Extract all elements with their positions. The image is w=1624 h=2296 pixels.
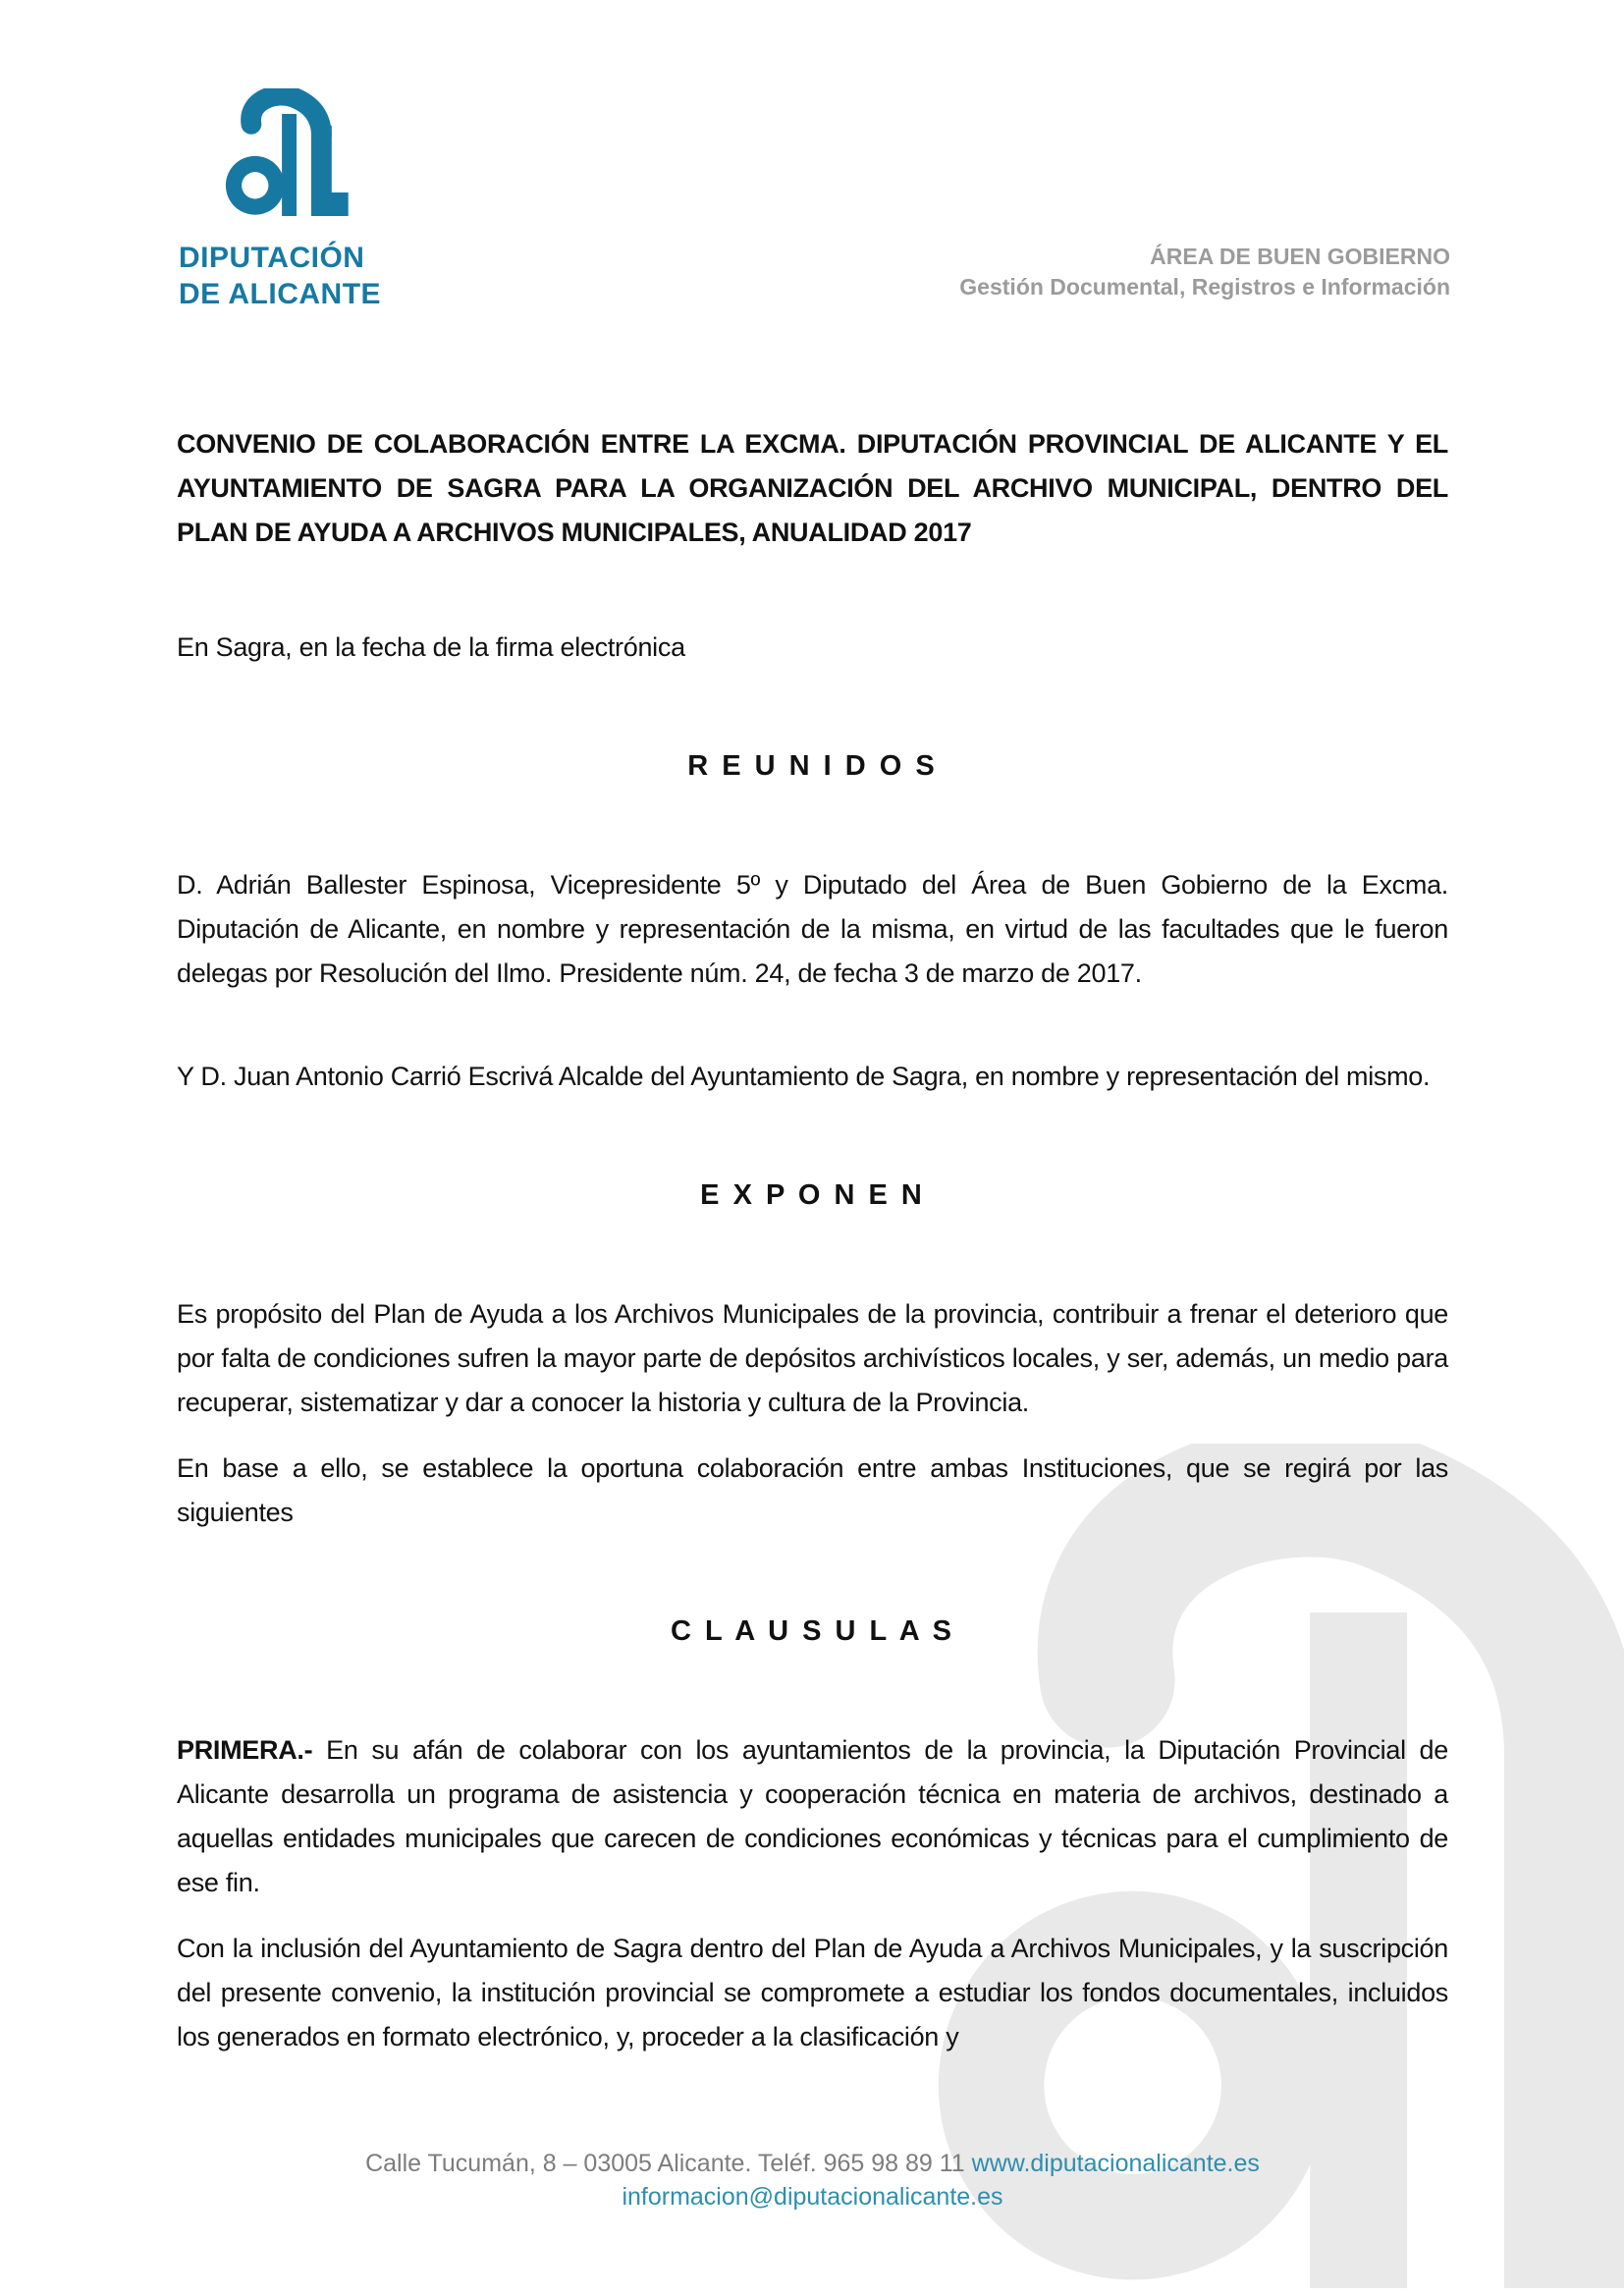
department-title: ÁREA DE BUEN GOBIERNO: [1150, 244, 1450, 269]
clause-primera-text: En su afán de colaborar con los ayuntamientos de la provincia, la Diputación Provincial de Alicante desarrolla un programa de asistencia y cooperación técnica en materia de archivos, destinado a aquellas entidades municipales que carecen de condiciones económicas y técnicas para el cumplimiento de ese fin.: [177, 1735, 1448, 1897]
paragraph-clause-primera-2: Con la inclusión del Ayuntamiento de Sagra dentro del Plan de Ayuda a Archivos Municipales, y la suscripción del presente convenio, la institución provincial se compromete a estudiar los fondos documentales, incluidos los generados en formato electrónico, y, proceder a la clasificación y: [177, 1934, 1448, 2051]
section-heading-clausulas: C L A U S U L A S: [671, 1615, 954, 1647]
brand-wordmark: [179, 240, 381, 312]
footer-website-link[interactable]: www.diputacionalicante.es: [971, 2150, 1260, 2177]
paragraph-clause-primera: [177, 1728, 1448, 1905]
section-heading-exponen: E X P O N E N: [700, 1179, 925, 1211]
paragraph-reunidos-1: D. Adrián Ballester Espinosa, Vicepresidente 5º y Diputado del Área de Buen Gobierno de la Excma. Diputación de Alicante, en nombre y representación de la misma, en virtud de las facultades que le fueron delegas por Resolución del Ilmo. Presidente núm. 24, de fecha 3 de marzo de 2017.: [177, 870, 1448, 988]
diputacion-logo-icon: [222, 88, 350, 216]
brand-name-line2: DE ALICANTE: [179, 278, 382, 310]
section-heading-reunidos: R E U N I D O S: [687, 750, 938, 782]
clause-primera-label: PRIMERA.-: [177, 1735, 313, 1765]
footer-address: Calle Tucumán, 8 – 03005 Alicante. Teléf. 965 98 89 11: [365, 2150, 965, 2177]
document-body: [177, 422, 1448, 2059]
department-subtitle: Gestión Documental, Registros e Información: [959, 274, 1450, 300]
paragraph-exponen-2: En base a ello, se establece la oportuna colaboración entre ambas Instituciones, que se regirá por las siguientes: [177, 1453, 1448, 1527]
footer-email-link[interactable]: informacion@diputacionalicante.es: [622, 2183, 1003, 2211]
page-footer: [177, 2147, 1448, 2214]
footer-line1: [177, 2147, 1448, 2180]
document-title: CONVENIO DE COLABORACIÓN ENTRE LA EXCMA. DIPUTACIÓN PROVINCIAL DE ALICANTE Y EL AYUNTAMIENTO DE SAGRA PARA LA ORGANIZACIÓN DEL ARCHIVO MUNICIPAL, DENTRO DEL PLAN DE AYUDA A ARCHIVOS MUNICIPALES, ANUALIDAD 2017: [177, 429, 1448, 547]
dateline: En Sagra, en la fecha de la firma electrónica: [177, 632, 685, 662]
department-header: [959, 242, 1450, 302]
footer-line2: [177, 2180, 1448, 2214]
brand-name-line1: DIPUTACIÓN: [179, 242, 365, 274]
paragraph-exponen-1: Es propósito del Plan de Ayuda a los Archivos Municipales de la provincia, contribuir a frenar el deterioro que por falta de condiciones sufren la mayor parte de depósitos archivísticos locales, y ser, además, un medio para recuperar, sistematizar y dar a conocer la historia y cultura de la Provincia.: [177, 1299, 1448, 1417]
paragraph-reunidos-2: Y D. Juan Antonio Carrió Escrivá Alcalde del Ayuntamiento de Sagra, en nombre y representación del mismo.: [177, 1062, 1431, 1091]
